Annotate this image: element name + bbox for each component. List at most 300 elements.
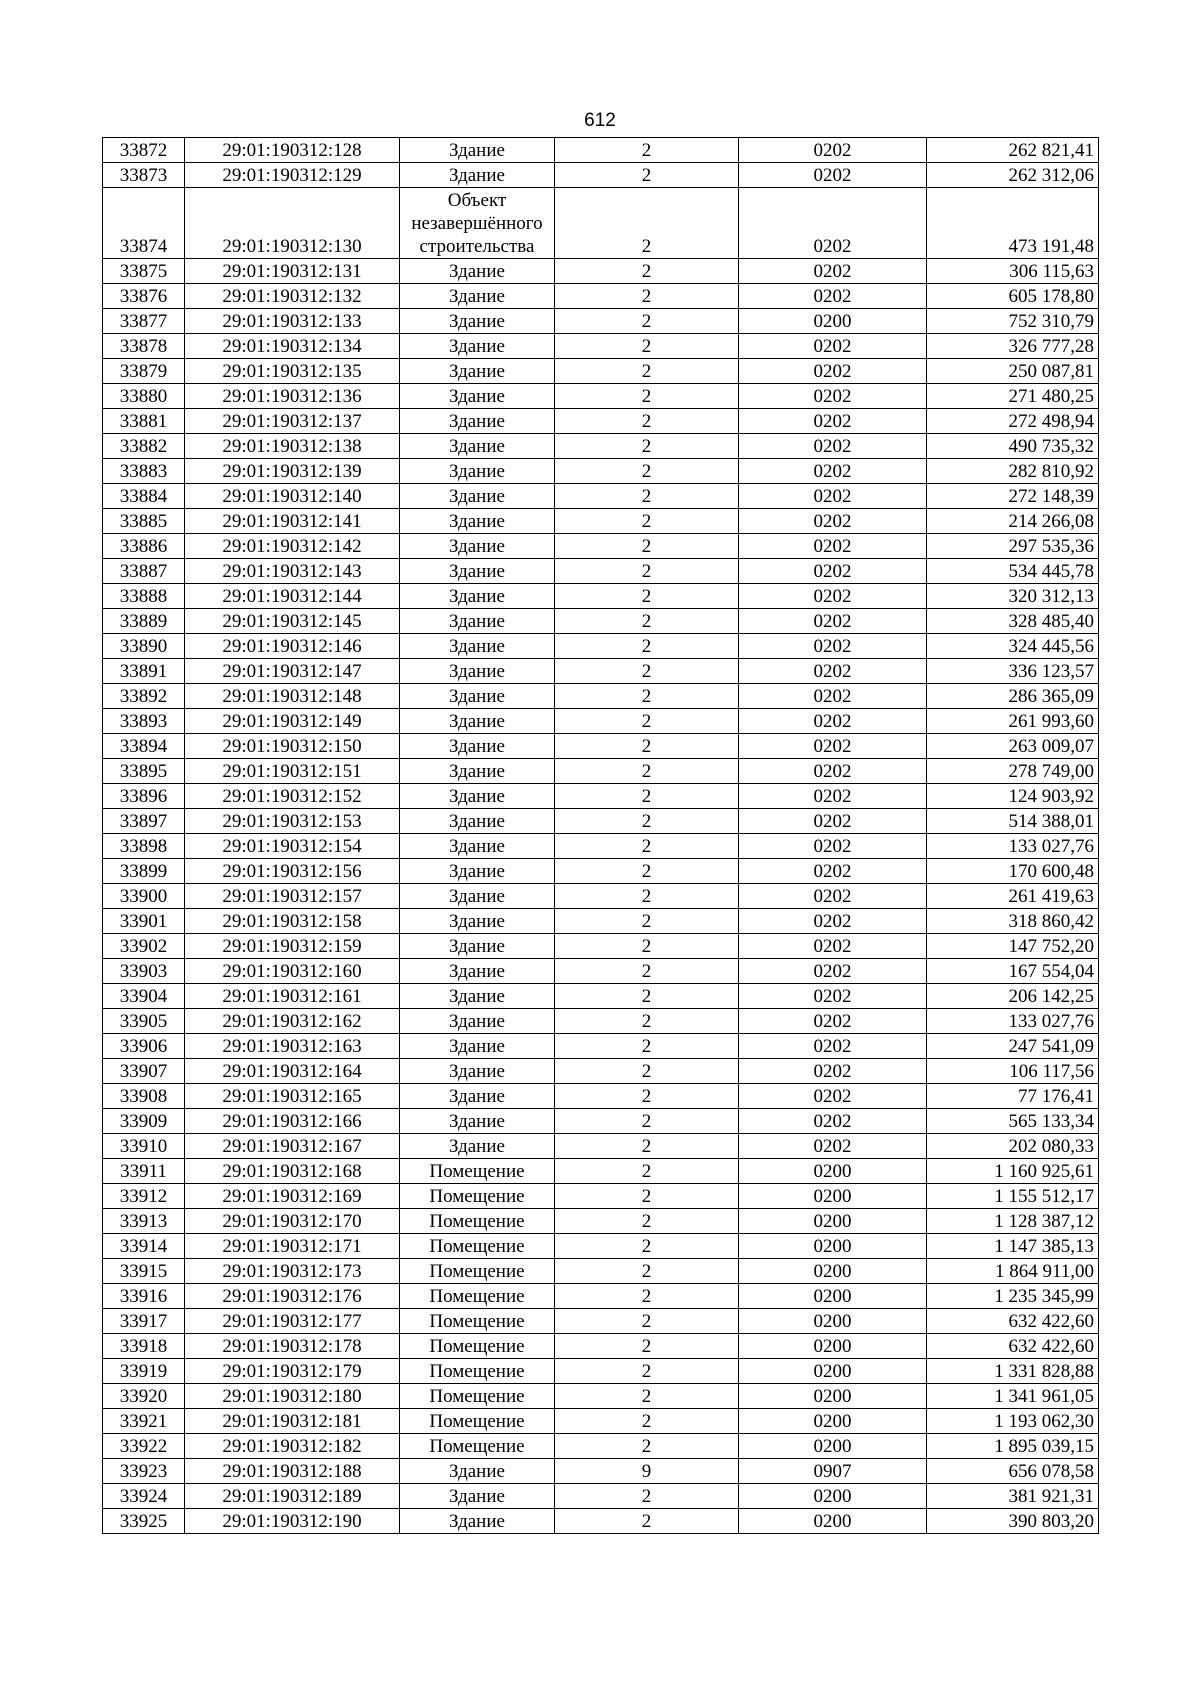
cadastral-number-cell: 29:01:190312:157 — [185, 884, 400, 909]
subgroup-code-cell: 0202 — [739, 784, 927, 809]
cadastral-number-cell: 29:01:190312:128 — [185, 138, 400, 163]
table-row — [103, 284, 1099, 309]
cadastral-value-cell: 77 176,41 — [927, 1084, 1099, 1109]
group-cell: 2 — [555, 1134, 739, 1159]
cadastral-number-cell: 29:01:190312:171 — [185, 1234, 400, 1259]
object-type-cell: Здание — [400, 1484, 555, 1509]
row-number-cell: 33887 — [103, 559, 185, 584]
subgroup-code-cell: 0200 — [739, 309, 927, 334]
cadastral-value-cell: 306 115,63 — [927, 259, 1099, 284]
cadastral-number-cell: 29:01:190312:168 — [185, 1159, 400, 1184]
row-number-cell: 33909 — [103, 1109, 185, 1134]
group-cell: 2 — [555, 484, 739, 509]
group-cell: 2 — [555, 1109, 739, 1134]
object-type-cell: Помещение — [400, 1409, 555, 1434]
cadastral-value-cell: 1 147 385,13 — [927, 1234, 1099, 1259]
group-cell: 2 — [555, 984, 739, 1009]
group-cell: 2 — [555, 1209, 739, 1234]
cadastral-value-cell: 133 027,76 — [927, 1009, 1099, 1034]
cadastral-value-cell: 278 749,00 — [927, 759, 1099, 784]
object-type-cell: Здание — [400, 459, 555, 484]
table-row — [103, 1084, 1099, 1109]
cadastral-number-cell: 29:01:190312:160 — [185, 959, 400, 984]
subgroup-code-cell: 0202 — [739, 584, 927, 609]
subgroup-code-cell: 0202 — [739, 359, 927, 384]
object-type-cell: Здание — [400, 334, 555, 359]
row-number-cell: 33921 — [103, 1409, 185, 1434]
subgroup-code-cell: 0202 — [739, 984, 927, 1009]
subgroup-code-cell: 0200 — [739, 1259, 927, 1284]
object-type-cell: Помещение — [400, 1334, 555, 1359]
subgroup-code-cell: 0202 — [739, 138, 927, 163]
object-type-cell: Здание — [400, 559, 555, 584]
group-cell: 2 — [555, 384, 739, 409]
subgroup-code-cell: 0202 — [739, 509, 927, 534]
table-body — [103, 138, 1099, 1534]
subgroup-code-cell: 0202 — [739, 659, 927, 684]
cadastral-value-cell: 1 160 925,61 — [927, 1159, 1099, 1184]
row-number-cell: 33920 — [103, 1384, 185, 1409]
table-row — [103, 809, 1099, 834]
object-type-cell: Объект незавершённого строительства — [400, 188, 555, 259]
cadastral-value-cell: 381 921,31 — [927, 1484, 1099, 1509]
cadastral-value-cell: 262 821,41 — [927, 138, 1099, 163]
cadastral-number-cell: 29:01:190312:159 — [185, 934, 400, 959]
cadastral-number-cell: 29:01:190312:143 — [185, 559, 400, 584]
cadastral-value-cell: 752 310,79 — [927, 309, 1099, 334]
row-number-cell: 33875 — [103, 259, 185, 284]
group-cell: 2 — [555, 1159, 739, 1184]
cadastral-number-cell: 29:01:190312:136 — [185, 384, 400, 409]
cadastral-number-cell: 29:01:190312:133 — [185, 309, 400, 334]
table-row — [103, 1309, 1099, 1334]
table-row — [103, 984, 1099, 1009]
object-type-cell: Здание — [400, 934, 555, 959]
table-row — [103, 1259, 1099, 1284]
object-type-cell: Помещение — [400, 1259, 555, 1284]
subgroup-code-cell: 0202 — [739, 1059, 927, 1084]
group-cell: 2 — [555, 138, 739, 163]
table-row — [103, 259, 1099, 284]
row-number-cell: 33901 — [103, 909, 185, 934]
group-cell: 2 — [555, 759, 739, 784]
row-number-cell: 33900 — [103, 884, 185, 909]
subgroup-code-cell: 0202 — [739, 884, 927, 909]
row-number-cell: 33891 — [103, 659, 185, 684]
group-cell: 2 — [555, 409, 739, 434]
object-type-cell: Помещение — [400, 1159, 555, 1184]
object-type-cell: Здание — [400, 434, 555, 459]
object-type-cell: Здание — [400, 684, 555, 709]
cadastral-number-cell: 29:01:190312:151 — [185, 759, 400, 784]
row-number-cell: 33876 — [103, 284, 185, 309]
subgroup-code-cell: 0202 — [739, 809, 927, 834]
cadastral-number-cell: 29:01:190312:182 — [185, 1434, 400, 1459]
cadastral-value-cell: 261 993,60 — [927, 709, 1099, 734]
row-number-cell: 33884 — [103, 484, 185, 509]
table-row — [103, 1409, 1099, 1434]
cadastral-value-cell: 1 193 062,30 — [927, 1409, 1099, 1434]
group-cell: 2 — [555, 534, 739, 559]
cadastral-number-cell: 29:01:190312:147 — [185, 659, 400, 684]
group-cell: 2 — [555, 1084, 739, 1109]
cadastral-value-cell: 214 266,08 — [927, 509, 1099, 534]
table-row — [103, 659, 1099, 684]
cadastral-number-cell: 29:01:190312:165 — [185, 1084, 400, 1109]
cadastral-value-cell: 147 752,20 — [927, 934, 1099, 959]
cadastral-number-cell: 29:01:190312:189 — [185, 1484, 400, 1509]
row-number-cell: 33877 — [103, 309, 185, 334]
cadastral-number-cell: 29:01:190312:180 — [185, 1384, 400, 1409]
subgroup-code-cell: 0200 — [739, 1284, 927, 1309]
object-type-cell: Здание — [400, 984, 555, 1009]
table-row — [103, 784, 1099, 809]
group-cell: 2 — [555, 859, 739, 884]
row-number-cell: 33878 — [103, 334, 185, 359]
cadastral-value-cell: 514 388,01 — [927, 809, 1099, 834]
cadastral-number-cell: 29:01:190312:150 — [185, 734, 400, 759]
object-type-cell: Здание — [400, 734, 555, 759]
table-row — [103, 188, 1099, 259]
object-type-cell: Здание — [400, 784, 555, 809]
subgroup-code-cell: 0907 — [739, 1459, 927, 1484]
cadastral-value-cell: 202 080,33 — [927, 1134, 1099, 1159]
cadastral-number-cell: 29:01:190312:190 — [185, 1509, 400, 1534]
group-cell: 2 — [555, 884, 739, 909]
cadastral-number-cell: 29:01:190312:139 — [185, 459, 400, 484]
subgroup-code-cell: 0202 — [739, 1009, 927, 1034]
cadastral-number-cell: 29:01:190312:162 — [185, 1009, 400, 1034]
row-number-cell: 33885 — [103, 509, 185, 534]
cadastral-number-cell: 29:01:190312:176 — [185, 1284, 400, 1309]
object-type-cell: Здание — [400, 659, 555, 684]
object-type-cell: Здание — [400, 859, 555, 884]
table-row — [103, 1159, 1099, 1184]
subgroup-code-cell: 0202 — [739, 909, 927, 934]
subgroup-code-cell: 0202 — [739, 1084, 927, 1109]
group-cell: 2 — [555, 284, 739, 309]
group-cell: 2 — [555, 334, 739, 359]
table-row — [103, 484, 1099, 509]
table-row — [103, 634, 1099, 659]
group-cell: 2 — [555, 1284, 739, 1309]
table-row — [103, 609, 1099, 634]
cadastral-number-cell: 29:01:190312:135 — [185, 359, 400, 384]
row-number-cell: 33897 — [103, 809, 185, 834]
row-number-cell: 33892 — [103, 684, 185, 709]
table-row — [103, 1459, 1099, 1484]
object-type-cell: Здание — [400, 959, 555, 984]
row-number-cell: 33908 — [103, 1084, 185, 1109]
cadastral-number-cell: 29:01:190312:178 — [185, 1334, 400, 1359]
table-row — [103, 559, 1099, 584]
object-type-cell: Здание — [400, 359, 555, 384]
table-row — [103, 734, 1099, 759]
group-cell: 2 — [555, 434, 739, 459]
table-row — [103, 934, 1099, 959]
table-row — [103, 309, 1099, 334]
cadastral-number-cell: 29:01:190312:170 — [185, 1209, 400, 1234]
group-cell: 9 — [555, 1459, 739, 1484]
cadastral-number-cell: 29:01:190312:177 — [185, 1309, 400, 1334]
cadastral-number-cell: 29:01:190312:156 — [185, 859, 400, 884]
subgroup-code-cell: 0202 — [739, 834, 927, 859]
cadastral-value-cell: 324 445,56 — [927, 634, 1099, 659]
cadastral-value-cell: 1 341 961,05 — [927, 1384, 1099, 1409]
subgroup-code-cell: 0202 — [739, 934, 927, 959]
group-cell: 2 — [555, 1334, 739, 1359]
subgroup-code-cell: 0202 — [739, 709, 927, 734]
row-number-cell: 33911 — [103, 1159, 185, 1184]
group-cell: 2 — [555, 1509, 739, 1534]
object-type-cell: Здание — [400, 1084, 555, 1109]
cadastral-number-cell: 29:01:190312:179 — [185, 1359, 400, 1384]
object-type-cell: Здание — [400, 534, 555, 559]
cadastral-number-cell: 29:01:190312:181 — [185, 1409, 400, 1434]
object-type-cell: Здание — [400, 138, 555, 163]
row-number-cell: 33872 — [103, 138, 185, 163]
object-type-cell: Помещение — [400, 1209, 555, 1234]
row-number-cell: 33905 — [103, 1009, 185, 1034]
cadastral-value-cell: 320 312,13 — [927, 584, 1099, 609]
object-type-cell: Помещение — [400, 1434, 555, 1459]
subgroup-code-cell: 0200 — [739, 1509, 927, 1534]
table-row — [103, 163, 1099, 188]
cadastral-value-cell: 170 600,48 — [927, 859, 1099, 884]
object-type-cell: Здание — [400, 284, 555, 309]
group-cell: 2 — [555, 809, 739, 834]
object-type-cell: Здание — [400, 409, 555, 434]
object-type-cell: Здание — [400, 1509, 555, 1534]
row-number-cell: 33925 — [103, 1509, 185, 1534]
cadastral-number-cell: 29:01:190312:169 — [185, 1184, 400, 1209]
subgroup-code-cell: 0202 — [739, 484, 927, 509]
cadastral-number-cell: 29:01:190312:142 — [185, 534, 400, 559]
table-row — [103, 1509, 1099, 1534]
cadastral-value-cell: 318 860,42 — [927, 909, 1099, 934]
object-type-cell: Здание — [400, 1059, 555, 1084]
subgroup-code-cell: 0202 — [739, 759, 927, 784]
row-number-cell: 33889 — [103, 609, 185, 634]
subgroup-code-cell: 0202 — [739, 284, 927, 309]
row-number-cell: 33898 — [103, 834, 185, 859]
row-number-cell: 33917 — [103, 1309, 185, 1334]
cadastral-value-cell: 473 191,48 — [927, 188, 1099, 259]
table-row — [103, 1484, 1099, 1509]
subgroup-code-cell: 0202 — [739, 559, 927, 584]
group-cell: 2 — [555, 309, 739, 334]
object-type-cell: Помещение — [400, 1359, 555, 1384]
object-type-cell: Здание — [400, 484, 555, 509]
object-type-cell: Здание — [400, 1459, 555, 1484]
subgroup-code-cell: 0200 — [739, 1334, 927, 1359]
cadastral-number-cell: 29:01:190312:131 — [185, 259, 400, 284]
subgroup-code-cell: 0200 — [739, 1184, 927, 1209]
table-row — [103, 1184, 1099, 1209]
subgroup-code-cell: 0202 — [739, 959, 927, 984]
object-type-cell: Помещение — [400, 1309, 555, 1334]
object-type-cell: Здание — [400, 834, 555, 859]
cadastral-number-cell: 29:01:190312:140 — [185, 484, 400, 509]
cadastral-number-cell: 29:01:190312:145 — [185, 609, 400, 634]
subgroup-code-cell: 0202 — [739, 1034, 927, 1059]
cadastral-value-cell: 534 445,78 — [927, 559, 1099, 584]
table-row — [103, 759, 1099, 784]
subgroup-code-cell: 0200 — [739, 1484, 927, 1509]
object-type-cell: Здание — [400, 1034, 555, 1059]
subgroup-code-cell: 0202 — [739, 163, 927, 188]
cadastral-value-cell: 632 422,60 — [927, 1334, 1099, 1359]
group-cell: 2 — [555, 709, 739, 734]
row-number-cell: 33912 — [103, 1184, 185, 1209]
cadastral-number-cell: 29:01:190312:138 — [185, 434, 400, 459]
cadastral-value-cell: 247 541,09 — [927, 1034, 1099, 1059]
row-number-cell: 33886 — [103, 534, 185, 559]
row-number-cell: 33895 — [103, 759, 185, 784]
table-row — [103, 509, 1099, 534]
row-number-cell: 33906 — [103, 1034, 185, 1059]
row-number-cell: 33907 — [103, 1059, 185, 1084]
group-cell: 2 — [555, 734, 739, 759]
cadastral-value-cell: 261 419,63 — [927, 884, 1099, 909]
cadastral-value-cell: 656 078,58 — [927, 1459, 1099, 1484]
group-cell: 2 — [555, 909, 739, 934]
cadastral-number-cell: 29:01:190312:141 — [185, 509, 400, 534]
cadastral-value-cell: 124 903,92 — [927, 784, 1099, 809]
group-cell: 2 — [555, 1259, 739, 1284]
cadastral-value-cell: 263 009,07 — [927, 734, 1099, 759]
subgroup-code-cell: 0200 — [739, 1409, 927, 1434]
group-cell: 2 — [555, 1359, 739, 1384]
table-row — [103, 1384, 1099, 1409]
cadastral-value-table — [102, 137, 1099, 1534]
cadastral-number-cell: 29:01:190312:144 — [185, 584, 400, 609]
row-number-cell: 33879 — [103, 359, 185, 384]
table-row — [103, 959, 1099, 984]
object-type-cell: Здание — [400, 259, 555, 284]
table-row — [103, 1234, 1099, 1259]
row-number-cell: 33874 — [103, 188, 185, 259]
group-cell: 2 — [555, 1309, 739, 1334]
table-row — [103, 534, 1099, 559]
cadastral-number-cell: 29:01:190312:154 — [185, 834, 400, 859]
group-cell: 2 — [555, 834, 739, 859]
cadastral-value-cell: 490 735,32 — [927, 434, 1099, 459]
subgroup-code-cell: 0202 — [739, 684, 927, 709]
table-row — [103, 1359, 1099, 1384]
row-number-cell: 33893 — [103, 709, 185, 734]
object-type-cell: Помещение — [400, 1284, 555, 1309]
cadastral-value-cell: 1 895 039,15 — [927, 1434, 1099, 1459]
table-row — [103, 1284, 1099, 1309]
group-cell: 2 — [555, 584, 739, 609]
table-row — [103, 709, 1099, 734]
table-row — [103, 834, 1099, 859]
object-type-cell: Здание — [400, 309, 555, 334]
cadastral-value-cell: 297 535,36 — [927, 534, 1099, 559]
group-cell: 2 — [555, 259, 739, 284]
table-row — [103, 684, 1099, 709]
row-number-cell: 33924 — [103, 1484, 185, 1509]
subgroup-code-cell: 0202 — [739, 859, 927, 884]
cadastral-number-cell: 29:01:190312:173 — [185, 1259, 400, 1284]
cadastral-number-cell: 29:01:190312:164 — [185, 1059, 400, 1084]
table-row — [103, 1009, 1099, 1034]
cadastral-number-cell: 29:01:190312:132 — [185, 284, 400, 309]
table-row — [103, 1034, 1099, 1059]
object-type-cell: Здание — [400, 884, 555, 909]
row-number-cell: 33919 — [103, 1359, 185, 1384]
row-number-cell: 33915 — [103, 1259, 185, 1284]
table-row — [103, 1209, 1099, 1234]
row-number-cell: 33910 — [103, 1134, 185, 1159]
object-type-cell: Здание — [400, 634, 555, 659]
row-number-cell: 33904 — [103, 984, 185, 1009]
table-row — [103, 459, 1099, 484]
cadastral-value-cell: 167 554,04 — [927, 959, 1099, 984]
row-number-cell: 33894 — [103, 734, 185, 759]
subgroup-code-cell: 0202 — [739, 188, 927, 259]
row-number-cell: 33913 — [103, 1209, 185, 1234]
subgroup-code-cell: 0200 — [739, 1159, 927, 1184]
subgroup-code-cell: 0202 — [739, 409, 927, 434]
object-type-cell: Здание — [400, 384, 555, 409]
subgroup-code-cell: 0202 — [739, 334, 927, 359]
cadastral-number-cell: 29:01:190312:166 — [185, 1109, 400, 1134]
group-cell: 2 — [555, 1434, 739, 1459]
subgroup-code-cell: 0202 — [739, 534, 927, 559]
table-row — [103, 1059, 1099, 1084]
group-cell: 2 — [555, 959, 739, 984]
cadastral-value-cell: 336 123,57 — [927, 659, 1099, 684]
cadastral-number-cell: 29:01:190312:188 — [185, 1459, 400, 1484]
group-cell: 2 — [555, 634, 739, 659]
cadastral-value-cell: 262 312,06 — [927, 163, 1099, 188]
cadastral-number-cell: 29:01:190312:137 — [185, 409, 400, 434]
cadastral-number-cell: 29:01:190312:153 — [185, 809, 400, 834]
subgroup-code-cell: 0202 — [739, 384, 927, 409]
group-cell: 2 — [555, 1484, 739, 1509]
object-type-cell: Здание — [400, 809, 555, 834]
row-number-cell: 33918 — [103, 1334, 185, 1359]
cadastral-value-cell: 1 235 345,99 — [927, 1284, 1099, 1309]
group-cell: 2 — [555, 684, 739, 709]
cadastral-value-cell: 390 803,20 — [927, 1509, 1099, 1534]
cadastral-value-cell: 286 365,09 — [927, 684, 1099, 709]
row-number-cell: 33881 — [103, 409, 185, 434]
cadastral-number-cell: 29:01:190312:146 — [185, 634, 400, 659]
group-cell: 2 — [555, 1384, 739, 1409]
cadastral-number-cell: 29:01:190312:158 — [185, 909, 400, 934]
subgroup-code-cell: 0202 — [739, 259, 927, 284]
cadastral-value-cell: 206 142,25 — [927, 984, 1099, 1009]
subgroup-code-cell: 0202 — [739, 434, 927, 459]
object-type-cell: Здание — [400, 709, 555, 734]
group-cell: 2 — [555, 509, 739, 534]
row-number-cell: 33883 — [103, 459, 185, 484]
cadastral-value-cell: 565 133,34 — [927, 1109, 1099, 1134]
group-cell: 2 — [555, 359, 739, 384]
object-type-cell: Здание — [400, 163, 555, 188]
row-number-cell: 33882 — [103, 434, 185, 459]
object-type-cell: Здание — [400, 909, 555, 934]
cadastral-value-cell: 1 331 828,88 — [927, 1359, 1099, 1384]
group-cell: 2 — [555, 1409, 739, 1434]
subgroup-code-cell: 0202 — [739, 634, 927, 659]
cadastral-value-cell: 271 480,25 — [927, 384, 1099, 409]
cadastral-value-cell: 1 155 512,17 — [927, 1184, 1099, 1209]
table-row — [103, 1334, 1099, 1359]
